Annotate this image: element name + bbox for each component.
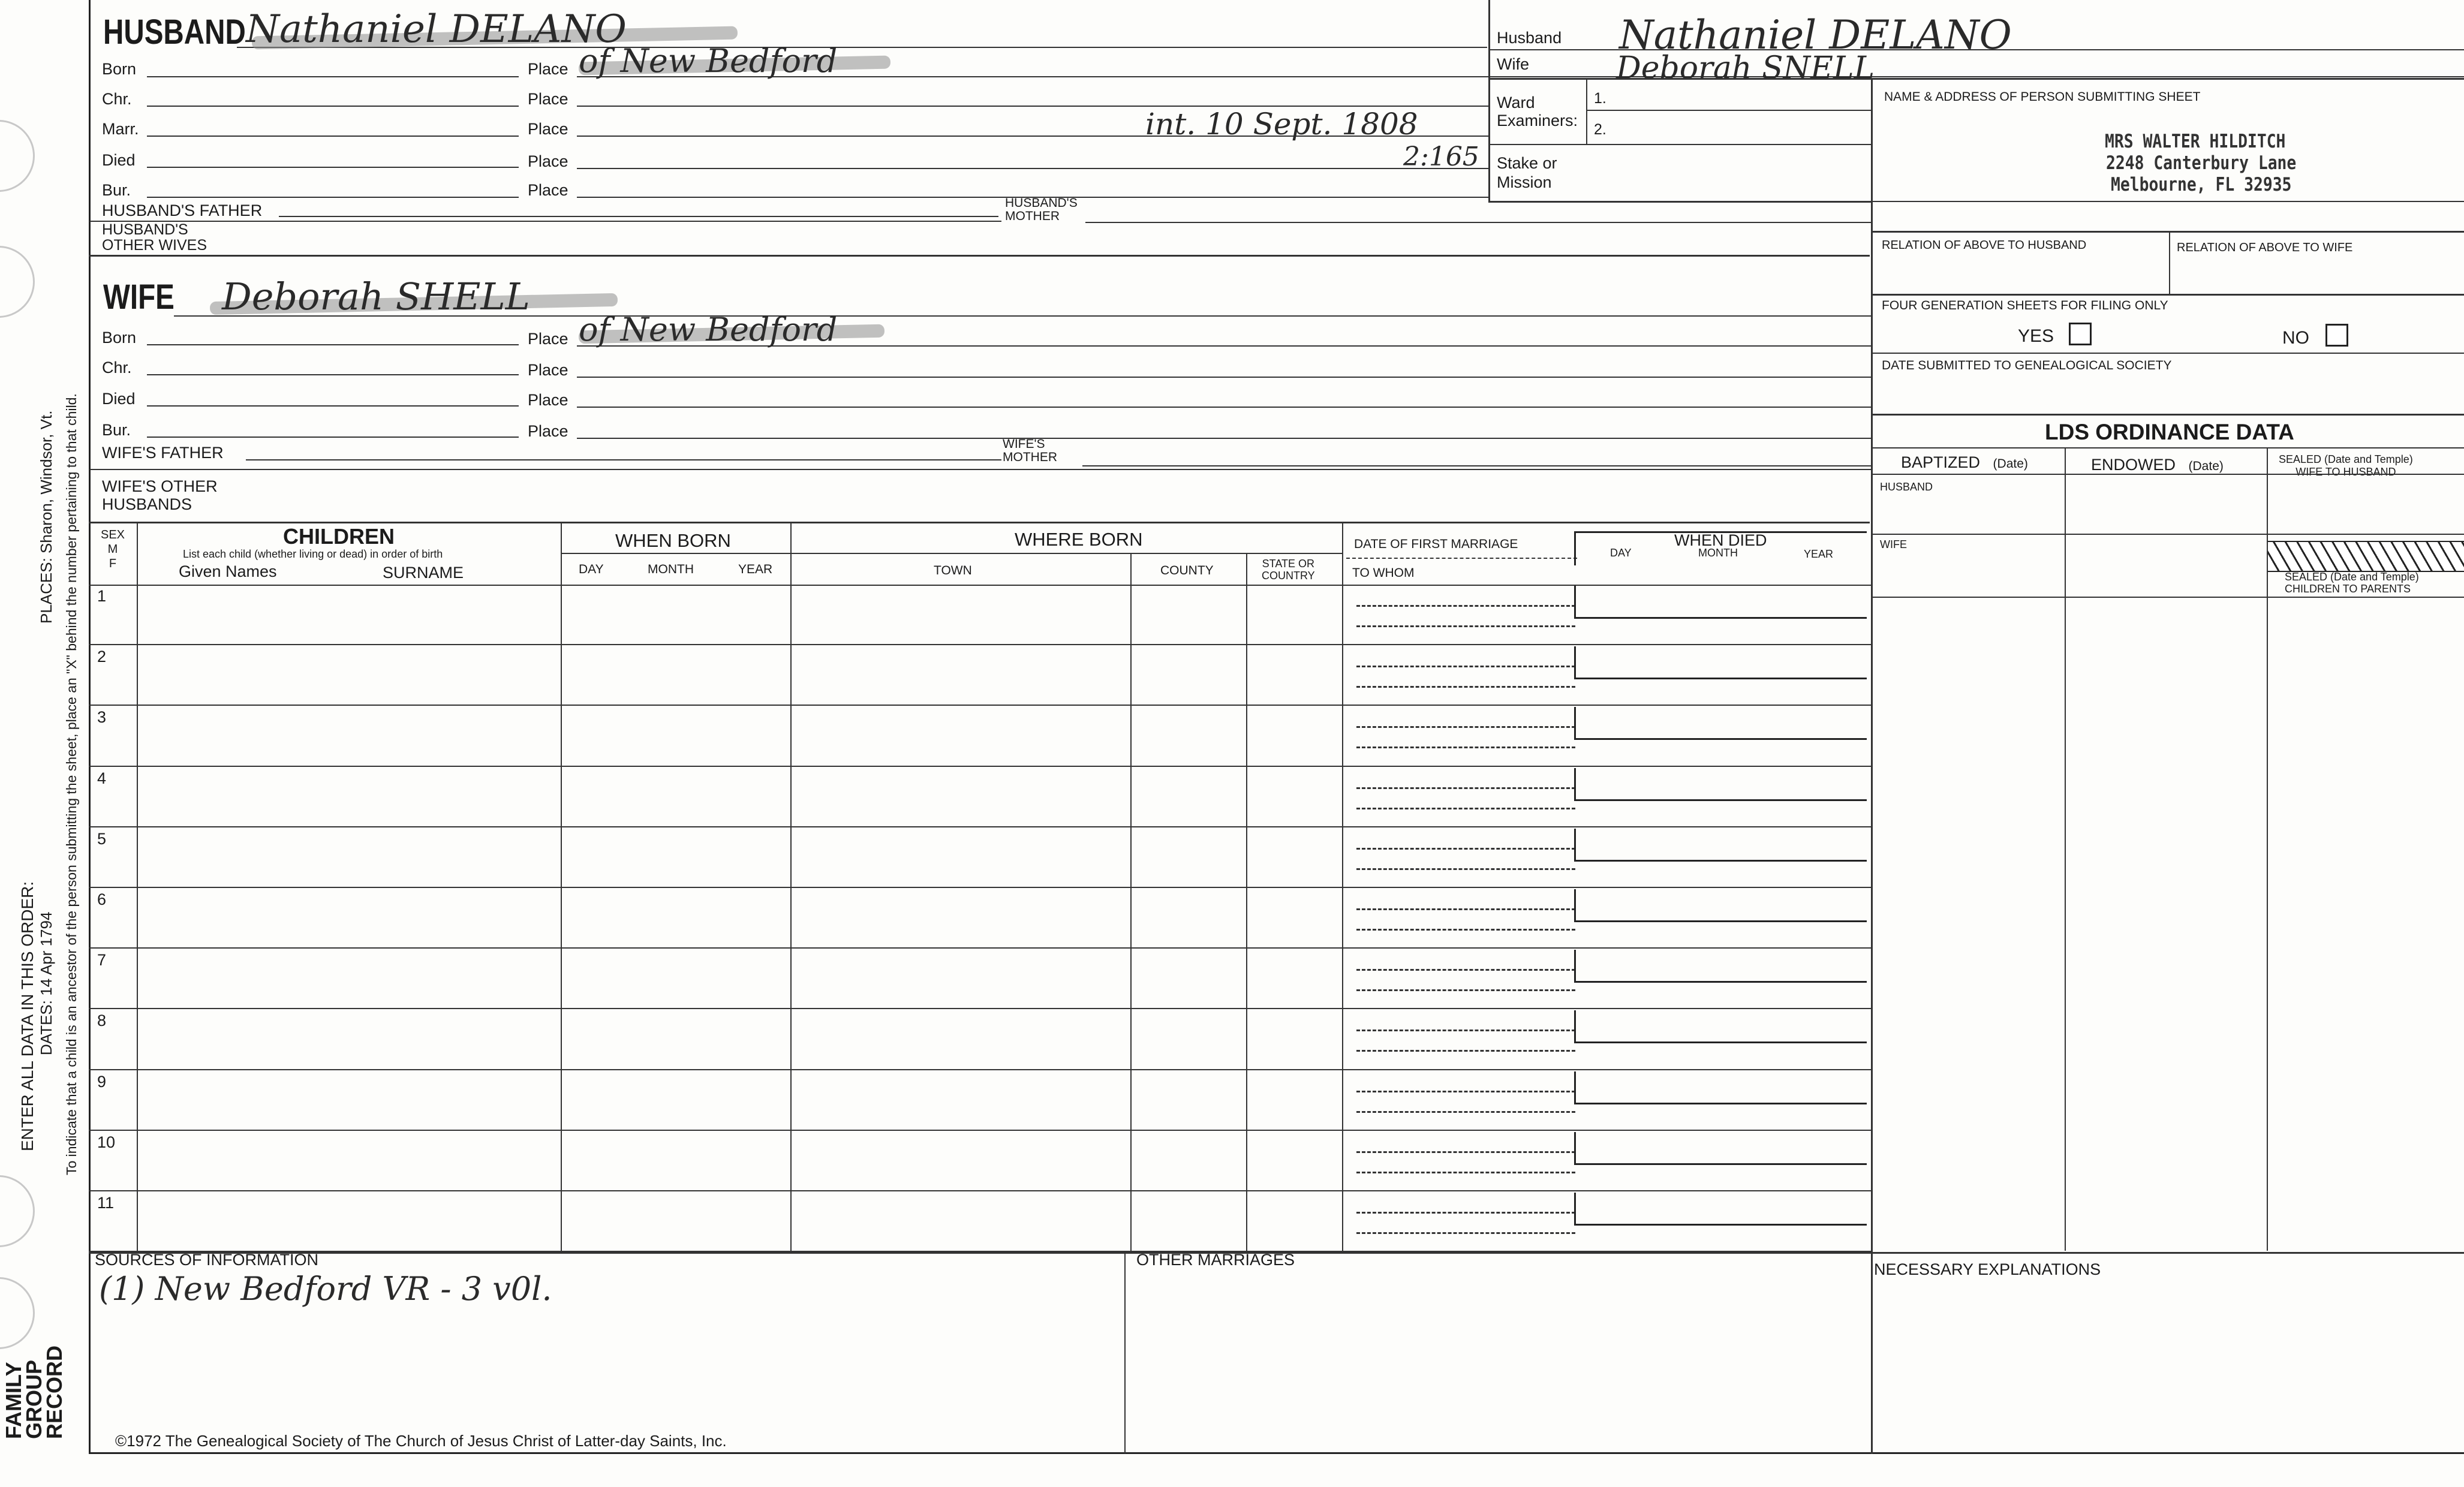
to-whom-dash xyxy=(1356,868,1575,870)
child-row-number: 9 xyxy=(97,1072,107,1091)
no-checkbox[interactable] xyxy=(2325,324,2348,347)
relation-husband-label: RELATION OF ABOVE TO HUSBAND xyxy=(1882,239,2087,252)
marriage-date-dash xyxy=(1356,969,1575,971)
sealed-children-label: SEALED (Date and Temple) CHILDREN TO PARENTS xyxy=(2285,571,2419,595)
copyright: ©1972 The Genealogical Society of The Church of Jesus Christ of Latter-day Saints, Inc. xyxy=(115,1432,727,1450)
death-date-box[interactable] xyxy=(1574,950,1867,983)
wife-born-place: of New Bedford xyxy=(579,311,837,348)
state-label: STATE OR COUNTRY xyxy=(1262,558,1315,582)
to-whom-dash xyxy=(1356,929,1575,931)
husband-born-place: of New Bedford xyxy=(579,42,837,80)
death-date-box[interactable] xyxy=(1574,829,1867,862)
husbands-other-wives-label: HUSBAND'S OTHER WIVES xyxy=(102,221,207,254)
wifes-father-label: WIFE'S FATHER xyxy=(102,444,224,462)
sex-label: SEX M F xyxy=(101,528,125,570)
child-row-number: 3 xyxy=(97,708,107,727)
to-whom-dash xyxy=(1356,625,1575,627)
wife-name: Deborah SHELL xyxy=(222,275,530,318)
where-born-label: WHERE BORN xyxy=(1015,529,1143,550)
child-row-number: 4 xyxy=(97,769,107,787)
death-date-box[interactable] xyxy=(1574,586,1867,619)
when-died-label: WHEN DIED xyxy=(1674,531,1767,549)
to-whom-dash xyxy=(1356,1111,1575,1113)
death-date-box[interactable] xyxy=(1574,889,1867,922)
to-whom-dash xyxy=(1356,989,1575,991)
husbands-father-label: HUSBAND'S FATHER xyxy=(102,201,263,219)
marriage-date-dash xyxy=(1356,726,1575,728)
sources-value: (1) New Bedford VR - 3 v0l. xyxy=(99,1270,552,1308)
surname-label: SURNAME xyxy=(383,564,464,582)
lds-wife-label: WIFE xyxy=(1880,538,1907,550)
lds-ordinance-title: LDS ORDINANCE DATA xyxy=(2045,420,2294,444)
child-row[interactable] xyxy=(89,1070,1871,1131)
four-generation-label: FOUR GENERATION SHEETS FOR FILING ONLY xyxy=(1882,299,2168,312)
marriage-date-dash xyxy=(1356,908,1575,910)
binder-hole xyxy=(0,1277,35,1349)
examiner-1: 1. xyxy=(1594,90,1606,107)
to-whom-label: TO WHOM xyxy=(1352,566,1415,580)
wife-born-label: Born xyxy=(102,329,137,347)
binder-hole xyxy=(0,120,35,192)
marriage-date-dash xyxy=(1356,787,1575,789)
day-label: DAY xyxy=(579,562,604,576)
child-row-number: 7 xyxy=(97,951,107,970)
children-heading: CHILDREN xyxy=(283,524,395,549)
child-row[interactable] xyxy=(89,888,1871,949)
given-names-label: Given Names xyxy=(179,562,277,580)
death-date-box[interactable] xyxy=(1574,1071,1867,1104)
child-row-number: 10 xyxy=(97,1133,116,1151)
child-row[interactable] xyxy=(89,1191,1871,1252)
stake-label: Stake or Mission xyxy=(1497,154,1557,191)
marriage-date-dash xyxy=(1356,1030,1575,1031)
wife-died-place-label: Place xyxy=(528,391,568,409)
wife-bur-place-label: Place xyxy=(528,422,568,440)
marriage-date-dash xyxy=(1356,848,1575,850)
died-day-label: DAY xyxy=(1610,547,1632,559)
child-row-number: 8 xyxy=(97,1012,107,1030)
instruction-dates: DATES: 14 Apr 1794 xyxy=(37,911,55,1055)
child-row[interactable] xyxy=(89,1009,1871,1070)
binder-hole xyxy=(0,246,35,318)
to-whom-dash xyxy=(1356,1050,1575,1052)
death-date-box[interactable] xyxy=(1574,1193,1867,1226)
submitter-street: 2248 Canterbury Lane xyxy=(2106,152,2297,174)
death-date-box[interactable] xyxy=(1574,768,1867,801)
yes-checkbox[interactable] xyxy=(2069,323,2092,345)
month-label: MONTH xyxy=(648,562,694,576)
binder-hole xyxy=(0,1175,35,1247)
husband-bur-place-label: Place xyxy=(528,181,568,199)
header-husband-name: Nathaniel DELANO xyxy=(1619,12,2012,58)
submitter-city: Melbourne, FL 32935 xyxy=(2111,174,2292,195)
child-row-number: 1 xyxy=(97,587,107,605)
sources-label: SOURCES OF INFORMATION xyxy=(95,1251,319,1269)
submitter-name: MRS WALTER HILDITCH xyxy=(2105,131,2286,152)
other-marriages-label: OTHER MARRIAGES xyxy=(1136,1251,1295,1269)
to-whom-dash xyxy=(1356,808,1575,809)
marriage-date-dash xyxy=(1356,666,1575,667)
wife-born-place-label: Place xyxy=(528,330,568,348)
husband-chr-place-label: Place xyxy=(528,90,568,108)
death-date-box[interactable] xyxy=(1574,707,1867,740)
husband-chr-label: Chr. xyxy=(102,90,132,108)
husband-died-place-label: Place xyxy=(528,152,568,170)
child-row[interactable] xyxy=(89,1131,1871,1191)
marriage-date-dash xyxy=(1356,605,1575,607)
husband-bur-label: Bur. xyxy=(102,181,131,199)
child-row[interactable] xyxy=(89,827,1871,888)
examiners-label: Examiners: xyxy=(1497,112,1578,130)
year-label: YEAR xyxy=(738,562,773,576)
husband-marr-note: 2:165 xyxy=(1403,142,1479,172)
sealed-wife-label: SEALED (Date and Temple) WIFE TO HUSBAND xyxy=(2279,453,2413,478)
header-husband-label: Husband xyxy=(1497,29,1562,47)
death-date-box[interactable] xyxy=(1574,646,1867,679)
lds-husband-label: HUSBAND xyxy=(1880,481,1933,493)
husband-marr-place: int. 10 Sept. 1808 xyxy=(1145,107,1418,142)
husbands-mother-label: HUSBAND'S MOTHER xyxy=(1005,196,1078,223)
wife-died-label: Died xyxy=(102,390,136,408)
death-date-box[interactable] xyxy=(1574,1010,1867,1043)
child-row-number: 6 xyxy=(97,890,107,908)
form-title: FAMILY GROUP RECORD xyxy=(1,1345,67,1439)
header-wife-label: Wife xyxy=(1497,55,1529,73)
yes-label: YES xyxy=(2018,326,2054,346)
wifes-mother-label: WIFE'S MOTHER xyxy=(1003,437,1057,464)
died-year-label: YEAR xyxy=(1804,548,1834,560)
baptized-label: BAPTIZED (Date) xyxy=(1901,453,2028,471)
first-marriage-label: DATE OF FIRST MARRIAGE xyxy=(1354,537,1518,551)
child-row[interactable] xyxy=(89,645,1871,706)
husband-died-label: Died xyxy=(102,151,136,169)
instruction-ancestor: To indicate that a child is an ancestor of the person submitting the sheet, place an "X" behind the number pertaining to that child. xyxy=(64,393,79,1175)
husband-marr-place-label: Place xyxy=(528,120,568,138)
child-row[interactable] xyxy=(89,585,1871,645)
town-label: TOWN xyxy=(934,564,972,577)
submitter-label: NAME & ADDRESS OF PERSON SUBMITTING SHEET xyxy=(1884,90,2201,104)
husband-born-place-label: Place xyxy=(528,60,568,78)
husband-heading: HUSBAND xyxy=(103,13,246,52)
date-submitted-label: DATE SUBMITTED TO GENEALOGICAL SOCIETY xyxy=(1882,359,2172,372)
endowed-label: ENDOWED (Date) xyxy=(2091,456,2224,474)
instruction-places: PLACES: Sharon, Windsor, Vt. xyxy=(37,410,55,624)
examiner-2: 2. xyxy=(1594,121,1606,138)
wife-heading: WIFE xyxy=(103,278,175,317)
marriage-date-dash xyxy=(1356,1091,1575,1092)
husband-name: Nathaniel DELANO xyxy=(246,7,627,52)
husband-marr-label: Marr. xyxy=(102,120,139,138)
died-month-label: MONTH xyxy=(1698,547,1738,559)
to-whom-dash xyxy=(1356,1172,1575,1173)
no-label: NO xyxy=(2282,328,2309,348)
necessary-explanations-label: NECESSARY EXPLANATIONS xyxy=(1874,1260,2101,1278)
to-whom-dash xyxy=(1356,686,1575,688)
child-row-number: 11 xyxy=(97,1194,115,1212)
ward-label: Ward xyxy=(1497,94,1535,112)
county-label: COUNTY xyxy=(1160,564,1214,577)
marriage-date-dash xyxy=(1356,1212,1575,1214)
when-born-label: WHEN BORN xyxy=(615,530,731,551)
wife-bur-label: Bur. xyxy=(102,421,131,439)
child-row-number: 2 xyxy=(97,648,107,666)
death-date-box[interactable] xyxy=(1574,1132,1867,1165)
husband-born-label: Born xyxy=(102,60,137,78)
children-instruction: List each child (whether living or dead) in order of birth xyxy=(183,548,443,560)
header-wife-name: Deborah SNELL xyxy=(1616,50,1875,86)
instruction-enter-data: ENTER ALL DATA IN THIS ORDER: xyxy=(18,881,37,1151)
child-row[interactable] xyxy=(89,706,1871,766)
child-row-number: 5 xyxy=(97,829,107,848)
wife-chr-label: Chr. xyxy=(102,359,132,377)
relation-wife-label: RELATION OF ABOVE TO WIFE xyxy=(2177,241,2353,254)
hatched-area xyxy=(2268,541,2464,572)
to-whom-dash xyxy=(1356,746,1575,748)
child-row[interactable] xyxy=(89,767,1871,827)
wife-chr-place-label: Place xyxy=(528,361,568,379)
wifes-other-husbands-label: WIFE'S OTHER HUSBANDS xyxy=(102,477,218,513)
marriage-date-dash xyxy=(1356,1151,1575,1153)
to-whom-dash xyxy=(1356,1232,1575,1234)
child-row[interactable] xyxy=(89,949,1871,1009)
